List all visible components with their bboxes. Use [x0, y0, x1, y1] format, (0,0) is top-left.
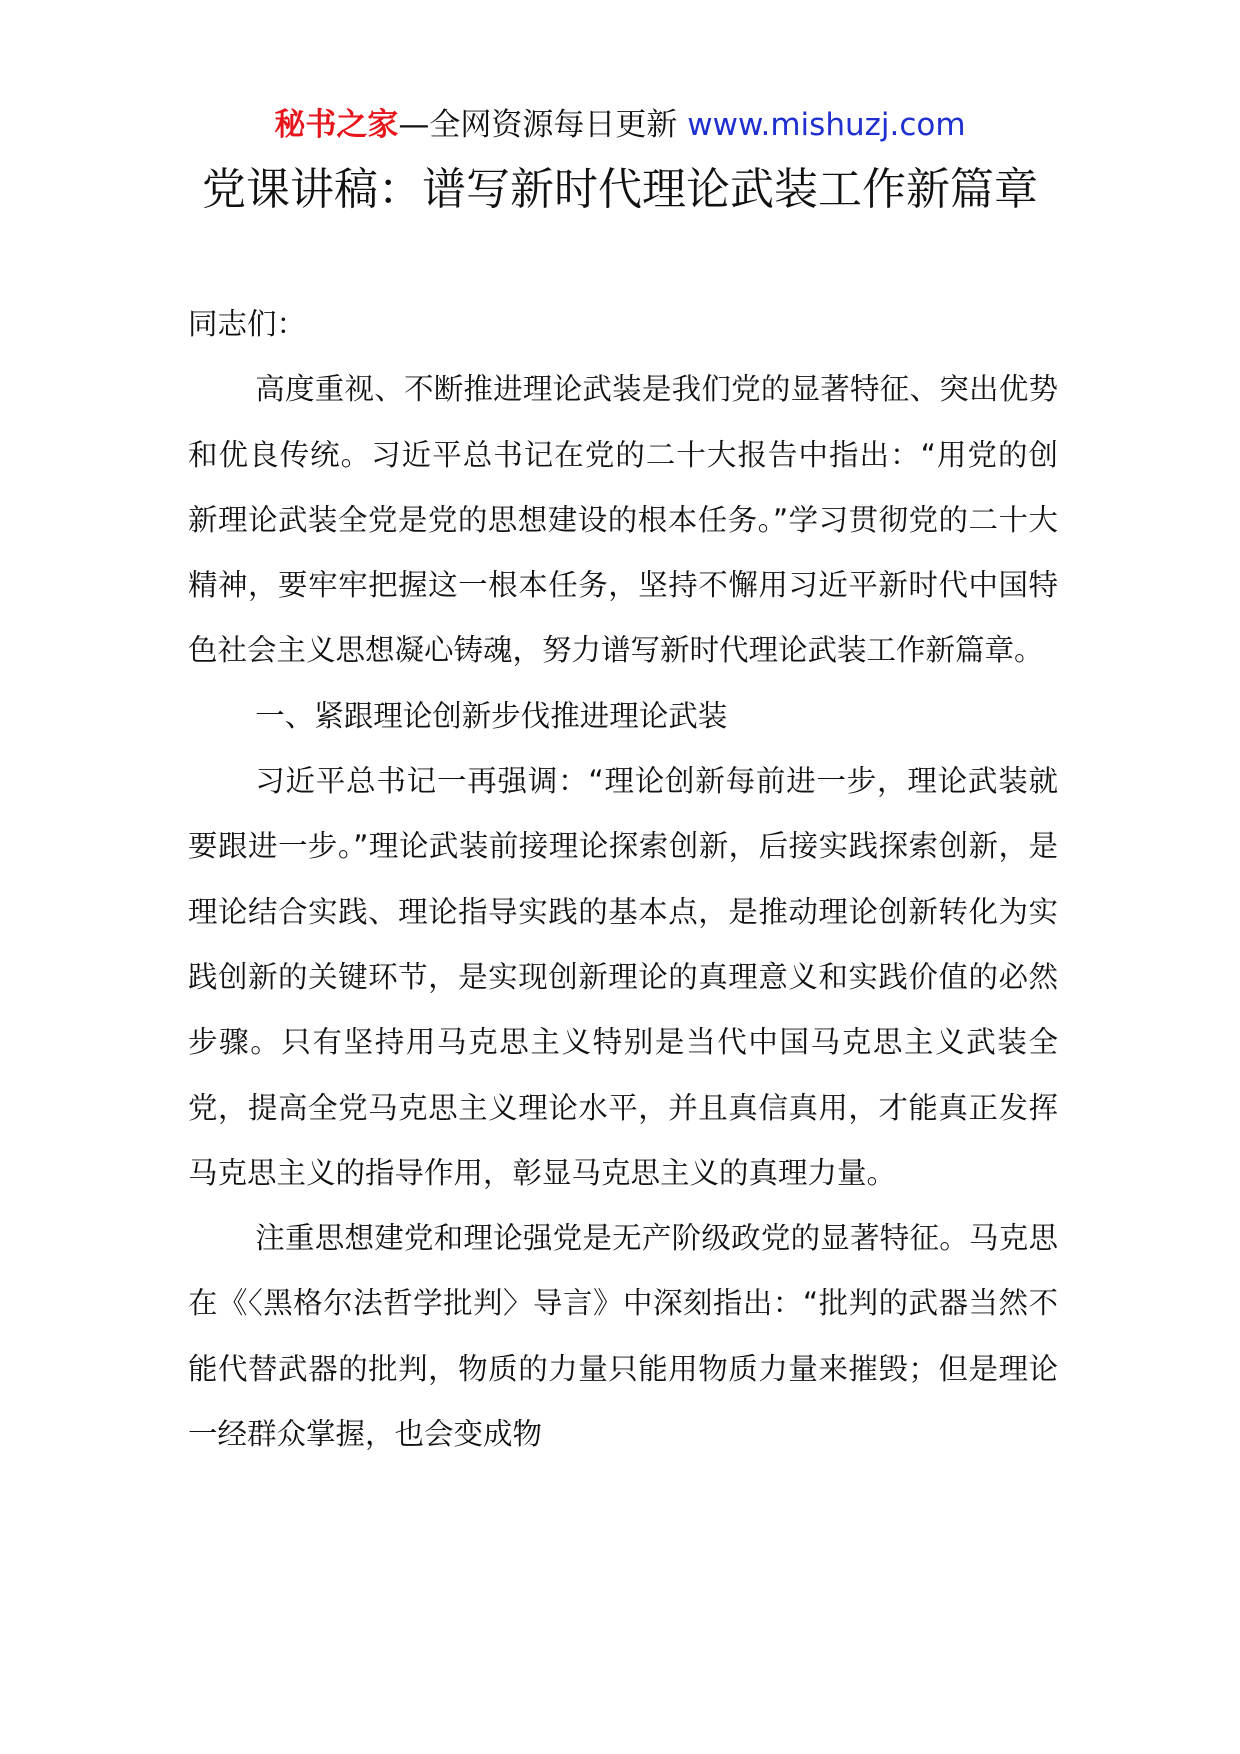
document-body: [188, 292, 1058, 1467]
site-header: [0, 100, 1240, 150]
salutation: 同志们：: [188, 307, 307, 341]
site-brand: 秘书之家: [274, 107, 399, 143]
document-title: 党课讲稿：谱写新时代理论武装工作新篇章: [202, 164, 1038, 215]
site-url-link[interactable]: www.mishuzj.com: [687, 107, 966, 143]
paragraph-intro: 高度重视、不断推进理论武装是我们党的显著特征、突出优势和优良传统。习近平总书记在党的二十大报告中指出：“用党的创新理论武装全党是党的思想建设的根本任务。”学习贯彻党的二十大精神，要牢牢把握这一根本任务，坚持不懈用习近平新时代中国特色社会主义思想凝心铸魂，努力谱写新时代理论武装工作新篇章。: [188, 372, 1058, 668]
site-tagline: —全网资源每日更新: [398, 107, 678, 143]
section-heading-1: 一、紧跟理论创新步伐推进理论武装: [255, 698, 728, 733]
paragraph-marx-quote: 注重思想建党和理论强党是无产阶级政党的显著特征。马克思在《〈黑格尔法哲学批判〉导言》中深刻指出：“批判的武器当然不能代替武器的批判，物质的力量只能用物质力量来摧毁；但是理论一经群众掌握，也会变成物: [188, 1221, 1058, 1452]
paragraph-section-1: 习近平总书记一再强调：“理论创新每前进一步，理论武装就要跟进一步。”理论武装前接理论探索创新，后接实践探索创新，是理论结合实践、理论指导实践的基本点，是推动理论创新转化为实践创新的关键环节，是实现创新理论的真理意义和实践价值的必然步骤。只有坚持用马克思主义特别是当代中国马克思主义武装全党，提高全党马克思主义理论水平，并且真信真用，才能真正发挥马克思主义的指导作用，彰显马克思主义的真理力量。: [188, 764, 1058, 1190]
